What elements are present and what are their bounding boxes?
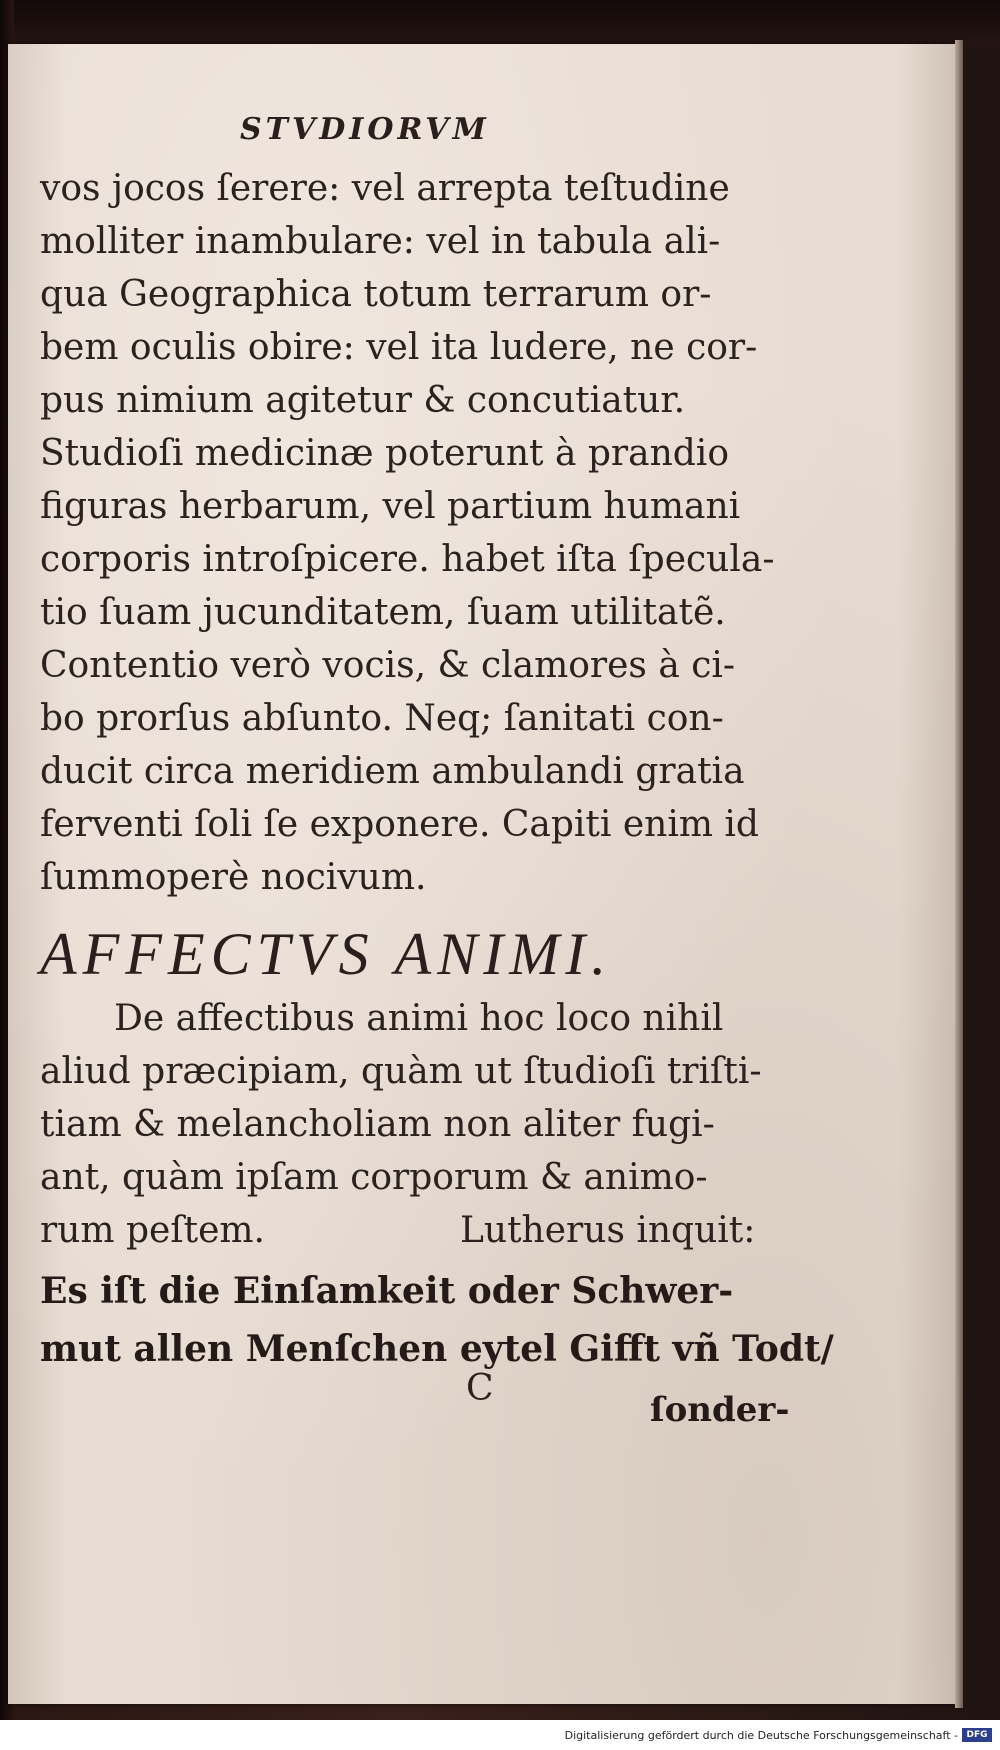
- section-heading: AFFECTVS ANIMI.: [40, 921, 613, 987]
- text-line: aliud præcipiam, quàm ut ſtudioſi triſti-: [40, 1051, 762, 1092]
- text-line: qua Geographica totum terrarum or-: [40, 274, 712, 315]
- dfg-logo: DFG: [962, 1728, 992, 1742]
- blackletter-quote: [40, 1262, 834, 1378]
- text-line: ferventi ſoli ſe exponere. Capiti enim id: [40, 804, 759, 845]
- text-line: Studioſi medicinæ poterunt à prandio: [40, 433, 729, 474]
- text-line-start: rum peſtem.: [40, 1210, 265, 1251]
- text-line: ſummoperè nocivum.: [40, 857, 427, 898]
- book-edge-top: [0, 0, 1000, 48]
- body-text: [40, 162, 774, 904]
- text-line: bem oculis obire: vel ita ludere, ne cor-: [40, 327, 758, 368]
- text-line: molliter inambulare: vel in tabula ali-: [40, 221, 721, 262]
- text-line: [40, 1204, 762, 1257]
- text-line: vos jocos ſerere: vel arrepta teſtudine: [40, 168, 730, 209]
- blackletter-line: Es iſt die Einſamkeit oder Schwer-: [40, 1270, 734, 1312]
- text-line: tio ſuam jucunditatem, ſuam utilitatẽ.: [40, 592, 726, 633]
- funding-credit: Digitalisierung gefördert durch die Deutsche Forschungsgemeinschaft -: [564, 1729, 958, 1742]
- text-line: ducit circa meridiem ambulandi gratia: [40, 751, 745, 792]
- page-edge: [955, 40, 963, 1708]
- text-line: bo prorſus abſunto. Neq; ſanitati con-: [40, 698, 724, 739]
- text-line: Contentio verò vocis, & clamores à ci-: [40, 645, 736, 686]
- signature-mark: C: [466, 1368, 494, 1409]
- blackletter-line: mut allen Menſchen eytel Gifft vñ Todt/: [40, 1328, 834, 1370]
- text-line: corporis introſpicere. habet iſta ſpecula-: [40, 539, 775, 580]
- running-head: STVDIORVM: [240, 112, 490, 147]
- text-line: pus nimium agitetur & concutiatur.: [40, 380, 686, 421]
- quote-intro: Lutherus inquit:: [460, 1210, 756, 1251]
- text-line: ant, quàm ipſam corporum & animo-: [40, 1157, 708, 1198]
- text-line: figuras herbarum, vel partium humani: [40, 486, 741, 527]
- section-text: [40, 992, 762, 1257]
- catchword: ſonder-: [650, 1390, 790, 1430]
- text-line: tiam & melancholiam non aliter fugi-: [40, 1104, 715, 1145]
- text-line: De affectibus animi hoc loco nihil: [114, 998, 724, 1039]
